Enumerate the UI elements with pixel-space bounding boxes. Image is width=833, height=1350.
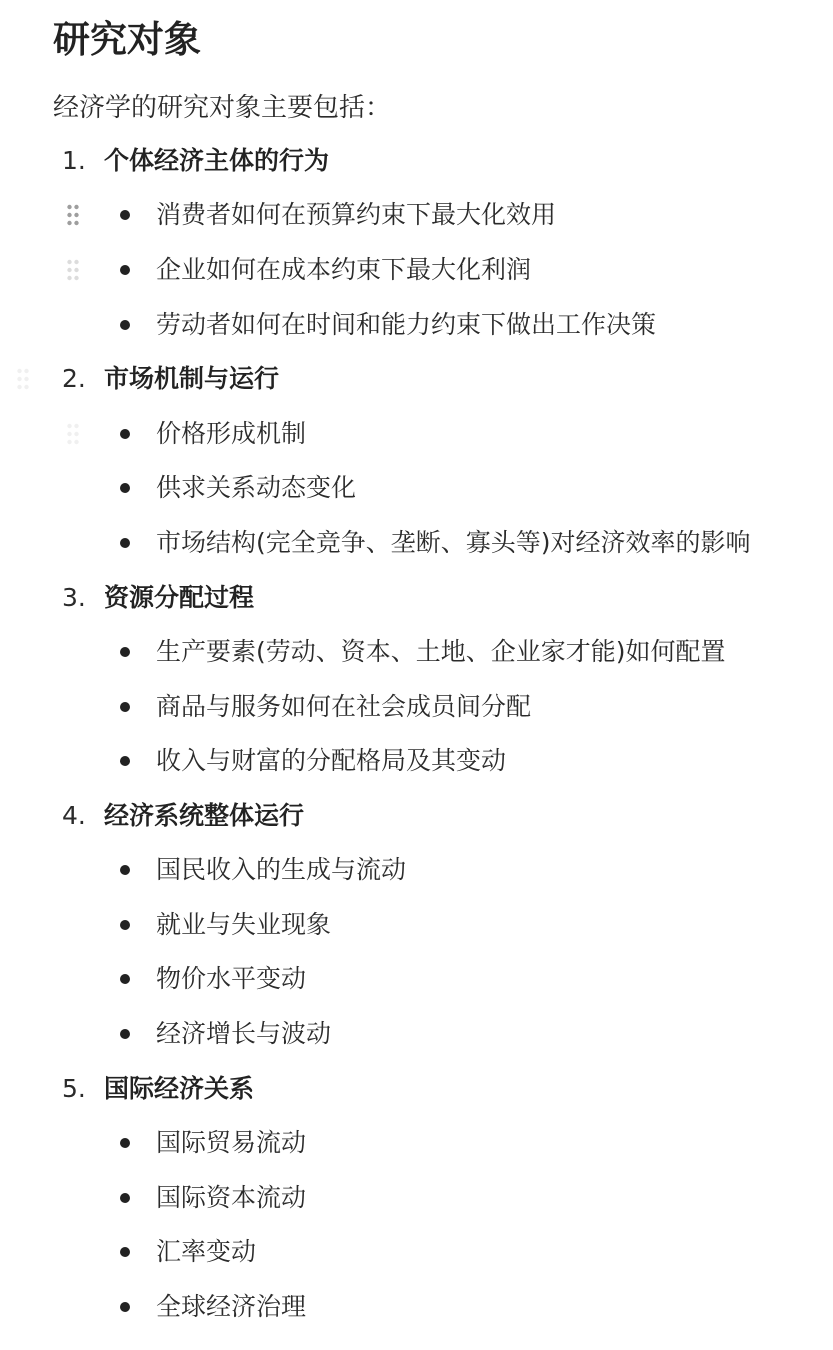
bullet-dot [120,210,130,220]
list-number: 1. [62,146,86,175]
bullet-dot [120,1193,130,1203]
bullet-item[interactable] [0,407,833,461]
list-item-section-3[interactable] [0,571,833,625]
list-item-section-4[interactable] [0,789,833,843]
bullet-dot [120,647,130,657]
bullet-dot [120,702,130,712]
bullet-dot [120,483,130,493]
bullet-dot [120,865,130,875]
bullet-dot [120,1138,130,1148]
drag-handle-icon[interactable] [16,368,30,390]
bullet-text: 收入与财富的分配格局及其变动 [156,746,507,775]
bullet-dot [120,920,130,930]
bullet-dot [120,1029,130,1039]
bullet-item[interactable] [0,1280,833,1334]
bullet-text: 商品与服务如何在社会成员间分配 [156,692,532,721]
bullet-text: 企业如何在成本约束下最大化利润 [156,255,532,284]
list-number: 3. [62,583,86,612]
bullet-text: 经济增长与波动 [156,1019,332,1048]
bullet-dot [120,974,130,984]
bullet-item[interactable] [0,898,833,952]
section-title: 个体经济主体的行为 [104,146,330,175]
bullet-dot [120,429,130,439]
section-title: 市场机制与运行 [104,364,280,393]
bullet-text: 国际资本流动 [156,1183,307,1212]
list-item-section-5[interactable] [0,1062,833,1116]
bullet-dot [120,1247,130,1257]
bullet-dot [120,265,130,275]
drag-handle-icon[interactable] [66,423,80,445]
list-item-section-1[interactable] [0,134,833,188]
drag-handle-icon[interactable] [66,204,80,226]
bullet-item[interactable] [0,516,833,570]
bullet-text: 劳动者如何在时间和能力约束下做出工作决策 [156,310,657,339]
bullet-item[interactable] [0,298,833,352]
bullet-text: 价格形成机制 [156,419,307,448]
bullet-text: 市场结构(完全竞争、垄断、寡头等)对经济效率的影响 [156,528,751,557]
bullet-item[interactable] [0,1007,833,1061]
bullet-dot [120,320,130,330]
bullet-item[interactable] [0,734,833,788]
bullet-item[interactable] [0,843,833,897]
bullet-text: 国际贸易流动 [156,1128,307,1157]
section-title: 资源分配过程 [104,583,255,612]
bullet-item[interactable] [0,1116,833,1170]
bullet-dot [120,538,130,548]
bullet-item[interactable] [0,1225,833,1279]
list-item-section-2[interactable] [0,352,833,406]
bullet-item[interactable] [0,243,833,297]
bullet-dot [120,756,130,766]
bullet-dot [120,1302,130,1312]
bullet-text: 全球经济治理 [156,1292,307,1321]
intro-paragraph: 经济学的研究对象主要包括： [53,93,392,123]
bullet-item[interactable] [0,680,833,734]
page-title: 研究对象 [53,18,201,61]
section-title: 国际经济关系 [104,1074,255,1103]
bullet-item[interactable] [0,461,833,515]
bullet-item[interactable] [0,1171,833,1225]
list-number: 4. [62,801,86,830]
bullet-text: 物价水平变动 [156,964,307,993]
bullet-item[interactable] [0,188,833,242]
drag-handle-icon[interactable] [66,259,80,281]
bullet-item[interactable] [0,625,833,679]
list-number: 5. [62,1074,86,1103]
list-number: 2. [62,364,86,393]
bullet-text: 消费者如何在预算约束下最大化效用 [156,200,557,229]
bullet-item[interactable] [0,952,833,1006]
section-title: 经济系统整体运行 [104,801,305,830]
bullet-text: 就业与失业现象 [156,910,332,939]
bullet-text: 生产要素(劳动、资本、土地、企业家才能)如何配置 [156,637,726,666]
bullet-text: 国民收入的生成与流动 [156,855,407,884]
bullet-text: 供求关系动态变化 [156,473,357,502]
bullet-text: 汇率变动 [156,1237,257,1266]
